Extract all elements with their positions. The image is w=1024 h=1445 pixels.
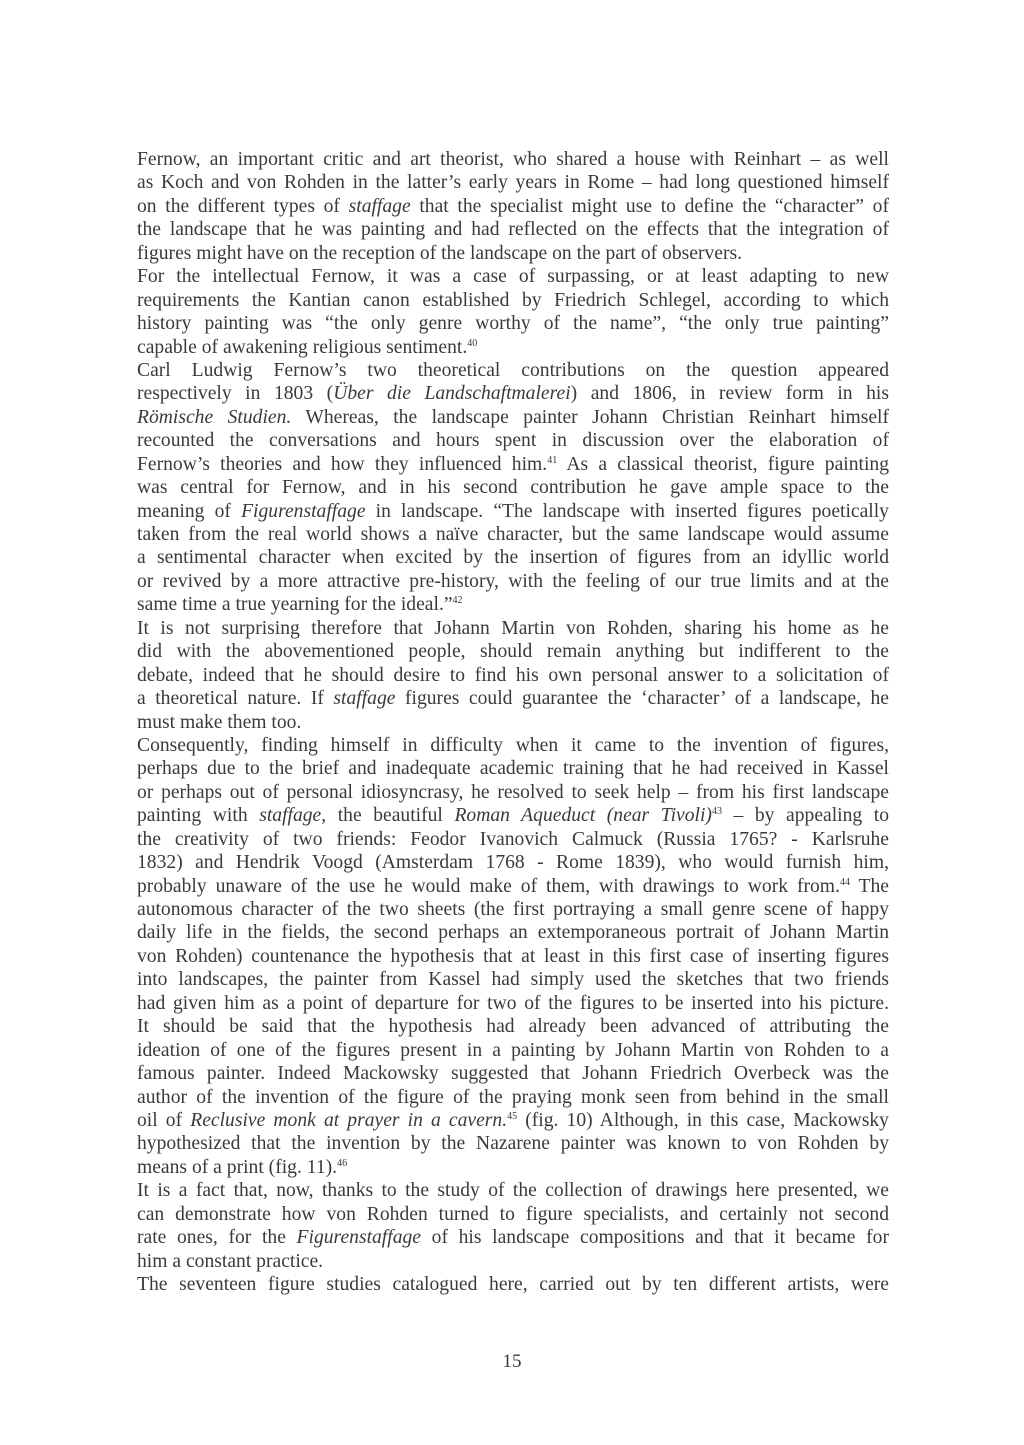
text-segment: taken from the real world shows a naïve character, but the same landscape would assume xyxy=(137,524,889,545)
text-line xyxy=(137,640,889,663)
text-line xyxy=(137,617,889,640)
text-segment: , the beautiful xyxy=(321,805,455,827)
text-line xyxy=(137,875,889,898)
text-line xyxy=(137,218,889,241)
text-line xyxy=(137,898,889,921)
text-segment: him a constant practice. xyxy=(137,1250,324,1272)
text-line xyxy=(137,523,889,546)
text-line xyxy=(137,664,889,687)
text-line xyxy=(137,546,889,569)
text-segment: As a classical theorist, figure painting xyxy=(557,453,889,475)
text-segment: as Koch and von Rohden in the latter’s early years in Rome – had long questioned himself xyxy=(137,172,889,194)
text-segment: same time a true yearning for the ideal.” xyxy=(137,594,453,616)
text-segment: figures might have on the reception of the landscape on the part of observers. xyxy=(137,242,743,264)
text-line xyxy=(137,429,889,452)
footnote-reference: 43 xyxy=(711,806,722,818)
paragraph xyxy=(137,1179,889,1273)
italic-text: Über die Landschaftmalerei xyxy=(333,383,571,405)
page-number: 15 xyxy=(502,1351,522,1372)
text-line xyxy=(137,1179,889,1202)
text-line xyxy=(137,195,889,218)
text-line xyxy=(137,453,889,476)
text-line xyxy=(137,570,889,593)
text-segment: into landscapes, the painter from Kassel had simply used the sketches that two friends xyxy=(137,969,889,991)
text-segment: Fernow’s theories and how they influenced him. xyxy=(137,453,548,475)
text-line xyxy=(137,289,889,312)
text-segment: a theoretical nature. If xyxy=(137,688,334,710)
text-line xyxy=(137,1109,889,1132)
paragraph xyxy=(137,734,889,1179)
text-line xyxy=(137,476,889,499)
paragraph xyxy=(137,148,889,265)
text-segment: on the different types of xyxy=(137,195,349,217)
text-segment: capable of awakening religious sentiment. xyxy=(137,336,468,358)
text-segment: meaning of xyxy=(137,500,242,522)
text-segment: Fernow, an important critic and art theorist, who shared a house with Reinhart – as well xyxy=(137,149,889,170)
text-segment: rate ones, for the xyxy=(137,1227,297,1249)
text-segment: ideation of one of the figures present in a painting by Johann Martin von Rohden to a xyxy=(137,1039,889,1061)
text-segment: requirements the Kantian canon established by Friedrich Schlegel, according to which xyxy=(137,289,889,311)
text-line xyxy=(137,242,889,265)
text-segment: of his landscape compositions and that it became for xyxy=(421,1227,889,1249)
text-line xyxy=(137,1250,889,1273)
text-line xyxy=(137,687,889,710)
text-segment: The xyxy=(849,875,889,897)
text-line xyxy=(137,1156,889,1179)
text-line xyxy=(137,148,889,171)
text-segment: respectively in 1803 ( xyxy=(137,383,334,405)
text-line xyxy=(137,171,889,194)
text-segment: figures could guarantee the ‘character’ of a landscape, he xyxy=(395,688,889,710)
text-segment: painting with xyxy=(137,805,260,827)
text-segment: It should be said that the hypothesis had already been advanced of attributing the xyxy=(137,1016,889,1038)
text-line xyxy=(137,382,889,405)
text-segment: was central for Fernow, and in his second contribution he gave ample space to the xyxy=(137,477,889,499)
text-line xyxy=(137,711,889,734)
text-segment: debate, indeed that he should desire to find his own personal answer to a solicitation of xyxy=(137,664,889,686)
text-segment: author of the invention of the figure of the praying monk seen from behind in the small xyxy=(137,1086,889,1108)
text-segment: 1832) and Hendrik Voogd (Amsterdam 1768 - Rome 1839), who would furnish him, xyxy=(137,852,889,874)
italic-text: Figurenstaffage xyxy=(241,500,366,522)
italic-text: Reclusive monk at prayer in a cavern. xyxy=(190,1109,508,1131)
text-segment: (fig. 10) Although, in this case, Mackowsky xyxy=(517,1109,889,1131)
text-line xyxy=(137,312,889,335)
italic-text: staffage xyxy=(348,195,411,217)
text-segment: probably unaware of the use he would make of them, with drawings to work from. xyxy=(137,875,840,897)
text-segment: Carl Ludwig Fernow’s two theoretical contributions on the question appeared xyxy=(137,359,889,381)
text-segment: – by appealing to xyxy=(721,805,890,827)
text-line xyxy=(137,992,889,1015)
text-segment: or revived by a more attractive pre-history, with the feeling of our true limits and at the xyxy=(137,570,889,592)
text-line xyxy=(137,336,889,359)
text-line xyxy=(137,1086,889,1109)
text-line xyxy=(137,1203,889,1226)
text-line xyxy=(137,757,889,780)
text-segment: ) and 1806, in review form in his xyxy=(570,383,889,405)
text-segment: did with the abovementioned people, should remain anything but indifferent to the xyxy=(137,641,889,663)
footnote-reference: 40 xyxy=(467,337,478,349)
footnote-reference: 45 xyxy=(507,1110,518,1122)
text-line xyxy=(137,406,889,429)
text-segment: Whereas, the landscape painter Johann Christian Reinhart himself xyxy=(291,406,889,428)
paragraph xyxy=(137,617,889,734)
text-line xyxy=(137,804,889,827)
italic-text: Figurenstaffage xyxy=(296,1227,421,1249)
text-segment: oil of xyxy=(137,1109,191,1131)
text-segment: Consequently, finding himself in difficulty when it came to the invention of figures, xyxy=(137,734,889,756)
paragraph xyxy=(137,359,889,617)
text-line xyxy=(137,593,889,616)
text-segment: recounted the conversations and hours spent in discussion over the elaboration of xyxy=(137,430,889,452)
text-segment: a sentimental character when excited by the insertion of figures from an idyllic world xyxy=(137,547,889,569)
text-segment: It is not surprising therefore that Johann Martin von Rohden, sharing his home as he xyxy=(137,617,889,639)
text-line xyxy=(137,359,889,382)
footnote-reference: 42 xyxy=(452,595,463,607)
text-line xyxy=(137,921,889,944)
text-line xyxy=(137,734,889,757)
text-line xyxy=(137,1273,889,1296)
text-line xyxy=(137,945,889,968)
text-segment: hypothesized that the invention by the Nazarene painter was known to von Rohden by xyxy=(137,1133,889,1155)
text-line xyxy=(137,1039,889,1062)
text-segment: had given him as a point of departure for two of the figures to be inserted into his picture. xyxy=(137,992,889,1014)
text-segment: means of a print (fig. 11). xyxy=(137,1156,338,1178)
italic-text: Römische Studien. xyxy=(137,406,292,428)
text-segment: history painting was “the only genre worthy of the name”, “the only true painting” xyxy=(137,313,889,335)
text-segment: It is a fact that, now, thanks to the study of the collection of drawings here presented, we xyxy=(137,1180,889,1202)
footnote-reference: 46 xyxy=(337,1157,348,1169)
text-segment: can demonstrate how von Rohden turned to figure specialists, and certainly not second xyxy=(137,1203,889,1225)
text-segment: perhaps due to the brief and inadequate academic training that he had received in Kassel xyxy=(137,758,889,780)
text-line xyxy=(137,968,889,991)
text-line xyxy=(137,265,889,288)
text-line xyxy=(137,851,889,874)
text-segment: the creativity of two friends: Feodor Ivanovich Calmuck (Russia 1765? - Karlsruhe xyxy=(137,828,889,850)
text-segment: For the intellectual Fernow, it was a case of surpassing, or at least adapting to new xyxy=(137,266,889,288)
italic-text: staffage xyxy=(259,805,322,827)
text-segment: in landscape. “The landscape with inserted figures poetically xyxy=(365,500,889,522)
text-line xyxy=(137,1062,889,1085)
paragraph xyxy=(137,265,889,359)
text-segment: or perhaps out of personal idiosyncrasy, he resolved to seek help – from his first landscape xyxy=(137,781,889,803)
text-line xyxy=(137,781,889,804)
text-segment: autonomous character of the two sheets (the first portraying a small genre scene of happy xyxy=(137,899,889,920)
text-line xyxy=(137,1226,889,1249)
footnote-reference: 44 xyxy=(839,876,850,888)
text-segment: daily life in the fields, the second perhaps an extemporaneous portrait of Johann Martin xyxy=(137,922,889,944)
text-segment: that the specialist might use to define the “character” of xyxy=(410,195,889,217)
italic-text: Roman Aqueduct (near Tivoli) xyxy=(454,805,712,827)
text-segment: The seventeen figure studies catalogued here, carried out by ten different artists, were xyxy=(137,1274,889,1295)
paragraph xyxy=(137,1273,889,1296)
text-line xyxy=(137,500,889,523)
text-segment: must make them too. xyxy=(137,711,302,733)
text-line xyxy=(137,828,889,851)
text-line xyxy=(137,1015,889,1038)
italic-text: staffage xyxy=(333,688,396,710)
footnote-reference: 41 xyxy=(547,454,558,466)
text-line xyxy=(137,1132,889,1155)
text-segment: the landscape that he was painting and had reflected on the effects that the integration of xyxy=(137,219,889,241)
document-body xyxy=(137,148,889,1296)
text-segment: von Rohden) countenance the hypothesis that at least in this first case of inserting figures xyxy=(137,945,889,967)
text-segment: famous painter. Indeed Mackowsky suggested that Johann Friedrich Overbeck was the xyxy=(137,1063,889,1085)
